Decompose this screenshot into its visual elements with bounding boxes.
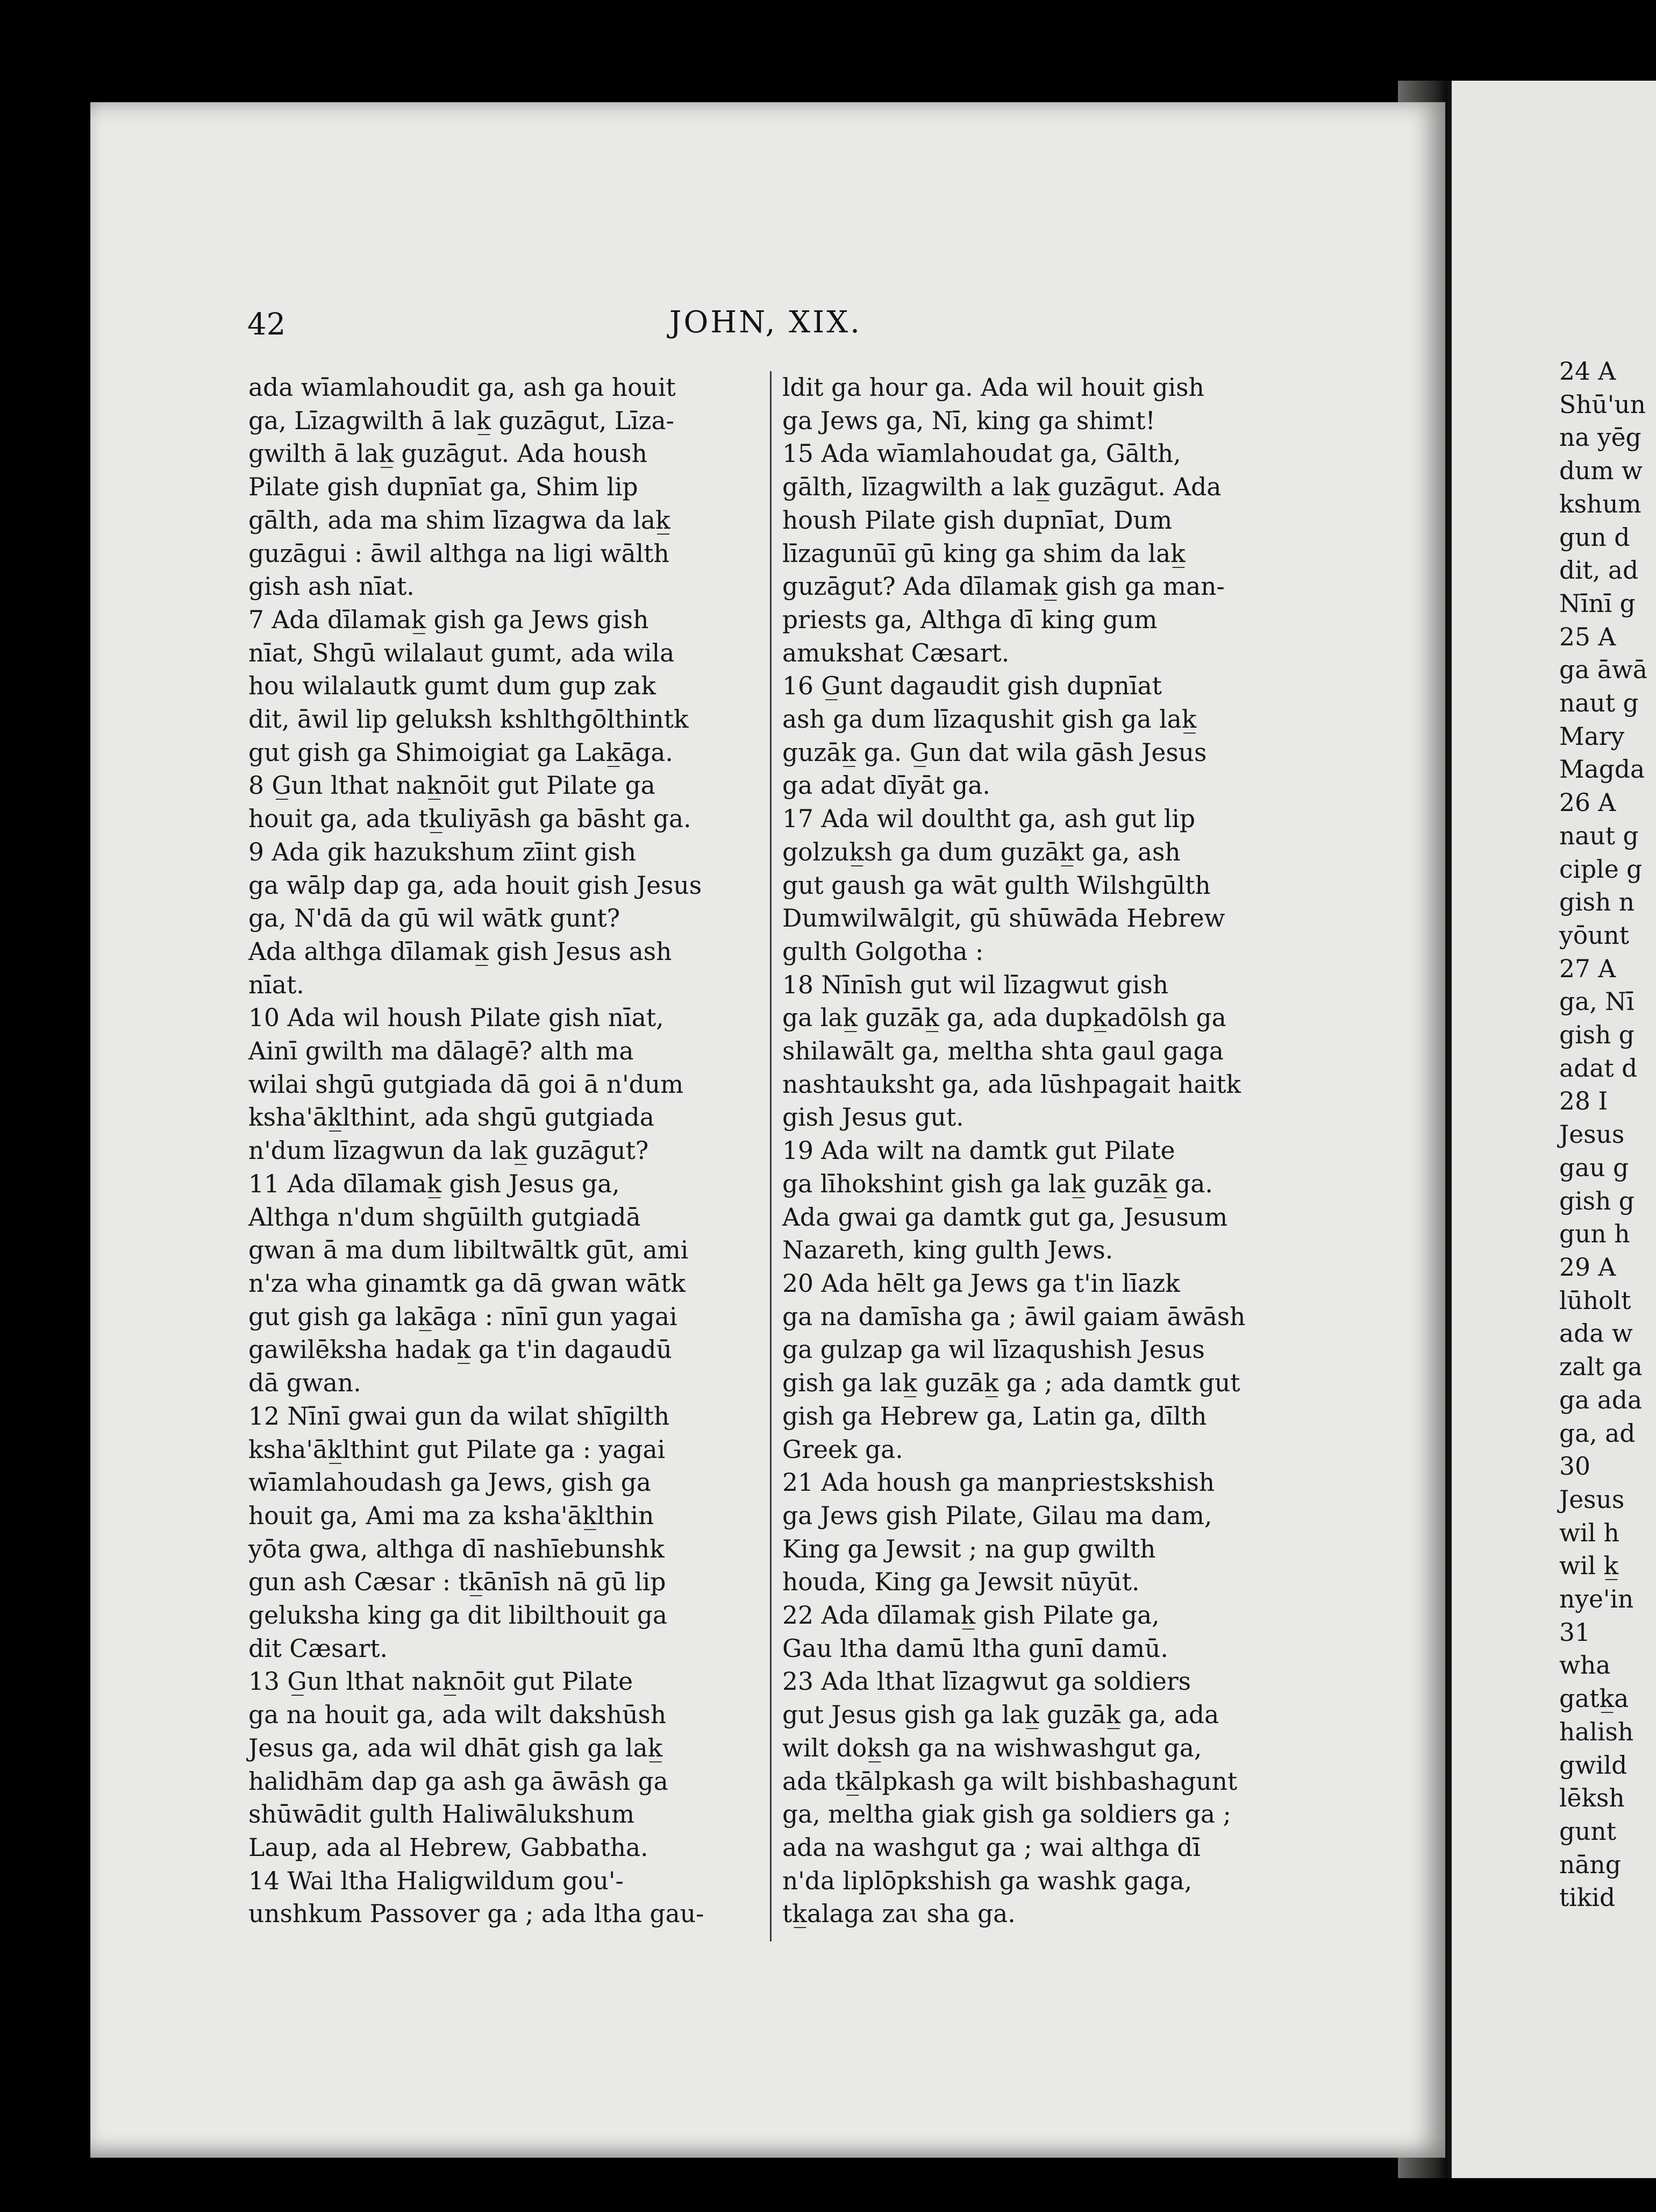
text-line: 17 Ada wil doultht ga, ash gut lip <box>782 805 1195 834</box>
text-line: n'za wha ginamtk ga dā gwan wātk <box>248 1269 686 1298</box>
middle-column <box>782 371 1320 1931</box>
fragment-line: naut g <box>1559 821 1639 850</box>
text-line: 20 Ada hēlt ga Jews ga t'in līazk <box>782 1269 1180 1298</box>
text-line: līzagunūī gū king ga shim da lak̲ <box>782 539 1186 568</box>
running-head: JOHN, XIX. <box>669 305 862 340</box>
text-line: unshkum Passover ga ; ada ltha gau- <box>248 1900 704 1929</box>
fragment-line: gish g <box>1559 1186 1634 1215</box>
fragment-line: ga ada <box>1559 1385 1643 1414</box>
text-line: wīamlahoudash ga Jews, gish ga <box>248 1468 651 1497</box>
fragment-line: dit, ad <box>1559 556 1639 585</box>
fragment-line: gau g <box>1559 1153 1629 1182</box>
fragment-line: nye'in <box>1559 1585 1634 1614</box>
text-line: gulth Golgotha : <box>782 937 984 966</box>
fragment-line: 27 A <box>1559 954 1616 983</box>
text-line: ksha'āk̲lthint, ada shgū gutgiada <box>248 1103 654 1132</box>
text-line: gut gish ga Shimoigiat ga Lak̲āga. <box>248 738 673 767</box>
left-column <box>248 371 765 1931</box>
text-line: Ada gwai ga damtk gut ga, Jesusum <box>782 1203 1228 1232</box>
text-line: nashtauksht ga, ada lūshpagait haitk <box>782 1070 1241 1099</box>
text-line: golzuk̲sh ga dum guzāk̲t ga, ash <box>782 837 1181 866</box>
text-line: Ainī gwilth ma dālagē? alth ma <box>248 1037 634 1066</box>
text-line: ga, meltha giak gish ga soldiers ga ; <box>782 1800 1231 1829</box>
text-line: shilawālt ga, meltha shta gaul gaga <box>782 1037 1224 1066</box>
text-line: ldit ga hour ga. Ada wil houit gish <box>782 373 1204 402</box>
fragment-line: wil h <box>1559 1518 1619 1547</box>
fragment-line: gunt <box>1559 1817 1617 1846</box>
column-rule <box>770 371 772 1941</box>
text-line: n'dum līzagwun da lak̲ guzāgut? <box>248 1136 649 1165</box>
text-line: Nazareth, king gulth Jews. <box>782 1236 1113 1265</box>
fragment-line: Shū'un <box>1559 390 1646 419</box>
fragment-line: dum w <box>1559 457 1643 486</box>
fragment-line: ada w <box>1559 1319 1633 1348</box>
fragment-line: Jesus <box>1559 1485 1625 1514</box>
text-line: guzāgut? Ada dīlamak̲ gish ga man- <box>782 572 1225 601</box>
text-line: yōta gwa, althga dī nashīebunshk <box>248 1534 665 1563</box>
text-line: wilt dok̲sh ga na wishwashgut ga, <box>782 1733 1202 1762</box>
text-line: 19 Ada wilt na damtk gut Pilate <box>782 1136 1175 1165</box>
facing-page-fragments <box>1559 355 1656 1915</box>
text-line: ada wīamlahoudit ga, ash ga houit <box>248 373 676 402</box>
text-line: 22 Ada dīlamak̲ gish Pilate ga, <box>782 1601 1160 1630</box>
fragment-line: 30 <box>1559 1452 1590 1481</box>
fragment-line: lūholt <box>1559 1286 1631 1315</box>
text-line: houit ga, ada tk̲uliyāsh ga bāsht ga. <box>248 805 691 834</box>
fragment-line: kshum <box>1559 489 1641 518</box>
text-line: gish ash nīat. <box>248 572 415 601</box>
fragment-line: ciple g <box>1559 855 1643 884</box>
text-line: geluksha king ga dit libilthouit ga <box>248 1601 668 1630</box>
fragment-line: na yēg <box>1559 423 1641 452</box>
text-line: amukshat Cæsart. <box>782 638 1010 667</box>
text-line: ga na houit ga, ada wilt dakshūsh <box>248 1701 667 1730</box>
text-line: housh Pilate gish dupnīat, Dum <box>782 506 1173 535</box>
text-line: gish Jesus gut. <box>782 1103 964 1132</box>
text-line: gish ga Hebrew ga, Latin ga, dīlth <box>782 1402 1207 1431</box>
text-line: gut gaush ga wāt gulth Wilshgūlth <box>782 871 1211 900</box>
text-line: gālth, līzagwilth a lak̲ guzāgut. Ada <box>782 473 1222 502</box>
fragment-line: gun h <box>1559 1220 1630 1249</box>
text-line: guzāk̲ ga. G̲un dat wila gāsh Jesus <box>782 738 1207 767</box>
text-line: dā gwan. <box>248 1369 361 1398</box>
text-line: ada na washgut ga ; wai althga dī <box>782 1833 1201 1862</box>
text-line: Jesus ga, ada wil dhāt gish ga lak̲ <box>248 1733 663 1762</box>
fragment-line: 31 <box>1559 1618 1590 1647</box>
text-line: priests ga, Althga dī king gum <box>782 605 1158 634</box>
text-line: 8 G̲un lthat nak̲nōit gut Pilate ga <box>248 771 655 800</box>
fragment-line: zalt ga <box>1559 1353 1643 1382</box>
text-line: ga wālp dap ga, ada houit gish Jesus <box>248 871 702 900</box>
fragment-line: wha <box>1559 1651 1611 1680</box>
text-line: guzāgui : āwil althga na ligi wālth <box>248 539 669 568</box>
text-line: houit ga, Ami ma za ksha'āk̲lthin <box>248 1501 654 1530</box>
text-line: ash ga dum līzaqushit gish ga lak̲ <box>782 705 1197 734</box>
fragment-line: halish <box>1559 1717 1634 1746</box>
text-line: Pilate gish dupnīat ga, Shim lip <box>248 473 638 502</box>
fragment-line: lēksh <box>1559 1784 1625 1813</box>
text-line: Dumwilwālgit, gū shūwāda Hebrew <box>782 904 1225 933</box>
text-line: Greek ga. <box>782 1435 903 1464</box>
text-line: King ga Jewsit ; na gup gwilth <box>782 1534 1156 1563</box>
text-line: 18 Nīnīsh gut wil līzagwut gish <box>782 970 1169 999</box>
fragment-line: Magda <box>1559 755 1645 784</box>
text-line: 23 Ada lthat līzagwut ga soldiers <box>782 1667 1191 1696</box>
text-line: 15 Ada wīamlahoudat ga, Gālth, <box>782 439 1181 468</box>
text-line: hou wilalautk gumt dum gup zak <box>248 672 656 701</box>
text-line: 21 Ada housh ga manpriestskshish <box>782 1468 1215 1497</box>
fragment-line: naut g <box>1559 689 1639 718</box>
text-line: ga adat dīyāt ga. <box>782 771 990 800</box>
text-line: 16 G̲unt dagaudit gish dupnīat <box>782 672 1162 701</box>
text-line: 7 Ada dīlamak̲ gish ga Jews gish <box>248 605 649 634</box>
fragment-line: 26 A <box>1559 788 1616 817</box>
text-line: 13 G̲un lthat nak̲nōit gut Pilate <box>248 1667 633 1696</box>
text-line: ga gulzap ga wil līzaqushish Jesus <box>782 1335 1205 1364</box>
text-line: dit, āwil lip geluksh kshlthgōlthintk <box>248 705 689 734</box>
text-line: gawilēksha hadak̲ ga t'in dagaudū <box>248 1335 672 1364</box>
fragment-line: yōunt <box>1559 921 1629 950</box>
fragment-line: Jesus <box>1559 1120 1625 1149</box>
text-line: ga Jews ga, Nī, king ga shimt! <box>782 406 1155 435</box>
text-line: wilai shgū gutgiada dā goi ā n'dum <box>248 1070 684 1099</box>
fragment-line: nāng <box>1559 1850 1621 1879</box>
fragment-line: adat d <box>1559 1054 1638 1083</box>
text-line: 11 Ada dīlamak̲ gish Jesus ga, <box>248 1169 620 1198</box>
fragment-line: 24 A <box>1559 357 1616 386</box>
fragment-line: gun d <box>1559 523 1630 552</box>
text-line: shūwādit gulth Haliwālukshum <box>248 1800 635 1829</box>
text-line: 12 Nīnī gwai gun da wilat shīgilth <box>248 1402 670 1431</box>
text-line: 10 Ada wil housh Pilate gish nīat, <box>248 1004 664 1033</box>
fragment-line: gwild <box>1559 1751 1628 1780</box>
fragment-line: ga, Nī <box>1559 987 1634 1016</box>
text-line: dit Cæsart. <box>248 1634 388 1663</box>
fragment-line: ga, ad <box>1559 1419 1636 1448</box>
text-line: ksha'āk̲lthint gut Pilate ga : yagai <box>248 1435 666 1464</box>
text-line: n'da liplōpkshish ga washk gaga, <box>782 1866 1193 1895</box>
text-line: gwan ā ma dum libiltwāltk gūt, ami <box>248 1236 689 1265</box>
fragment-line: gish g <box>1559 1021 1634 1050</box>
fragment-line: Mary <box>1559 722 1625 751</box>
fragment-line: Nīnī g <box>1559 589 1636 618</box>
text-line: Ada althga dīlamak̲ gish Jesus ash <box>248 937 672 966</box>
text-line: 9 Ada gik hazukshum zīint gish <box>248 837 637 866</box>
fragment-line: 25 A <box>1559 622 1616 651</box>
fragment-line: gish n <box>1559 888 1635 917</box>
text-line: gālth, ada ma shim līzagwa da lak̲ <box>248 506 670 535</box>
fragment-line: tikid <box>1559 1883 1616 1912</box>
text-line: ga, N'dā da gū wil wātk gunt? <box>248 904 620 933</box>
text-line: gwilth ā lak̲ guzāgut. Ada housh <box>248 439 647 468</box>
text-line: gish ga lak̲ guzāk̲ ga ; ada damtk gut <box>782 1369 1240 1398</box>
text-line: ga, Līzagwilth ā lak̲ guzāgut, Līza- <box>248 406 674 435</box>
fragment-line: gatk̲a <box>1559 1684 1629 1713</box>
text-line: ga na damīsha ga ; āwil gaiam āwāsh <box>782 1302 1246 1331</box>
fragment-line: ga āwā <box>1559 656 1647 685</box>
text-line: Gau ltha damū ltha gunī damū. <box>782 1634 1168 1663</box>
text-line: gun ash Cæsar : tk̲ānīsh nā gū lip <box>248 1568 666 1597</box>
text-line: ga Jews gish Pilate, Gilau ma dam, <box>782 1501 1212 1530</box>
text-line: houda, King ga Jewsit nūyūt. <box>782 1568 1140 1597</box>
fragment-line: 29 A <box>1559 1253 1616 1282</box>
text-line: gut Jesus gish ga lak̲ guzāk̲ ga, ada <box>782 1701 1219 1730</box>
fragment-line: 28 I <box>1559 1087 1608 1116</box>
text-line: nīat, Shgū wilalaut gumt, ada wila <box>248 638 675 667</box>
text-line: ga lak̲ guzāk̲ ga, ada dupk̲adōlsh ga <box>782 1004 1226 1033</box>
text-line: gut gish ga lak̲āga : nīnī gun yagai <box>248 1302 677 1331</box>
text-line: halidhām dap ga ash ga āwāsh ga <box>248 1767 668 1796</box>
text-line: ada tk̲ālpkash ga wilt bishbashagunt <box>782 1767 1238 1796</box>
text-line: tk̲alaga zaɩ sha ga. <box>782 1900 1016 1929</box>
text-line: Laup, ada al Hebrew, Gabbatha. <box>248 1833 648 1862</box>
text-line: Althga n'dum shgūilth gutgiadā <box>248 1203 641 1232</box>
fragment-line: wil k̲ <box>1559 1552 1619 1581</box>
text-line: 14 Wai ltha Haligwildum gou'- <box>248 1866 624 1895</box>
page-number: 42 <box>247 307 286 342</box>
text-line: nīat. <box>248 970 304 999</box>
text-line: ga līhokshint gish ga lak̲ guzāk̲ ga. <box>782 1169 1213 1198</box>
